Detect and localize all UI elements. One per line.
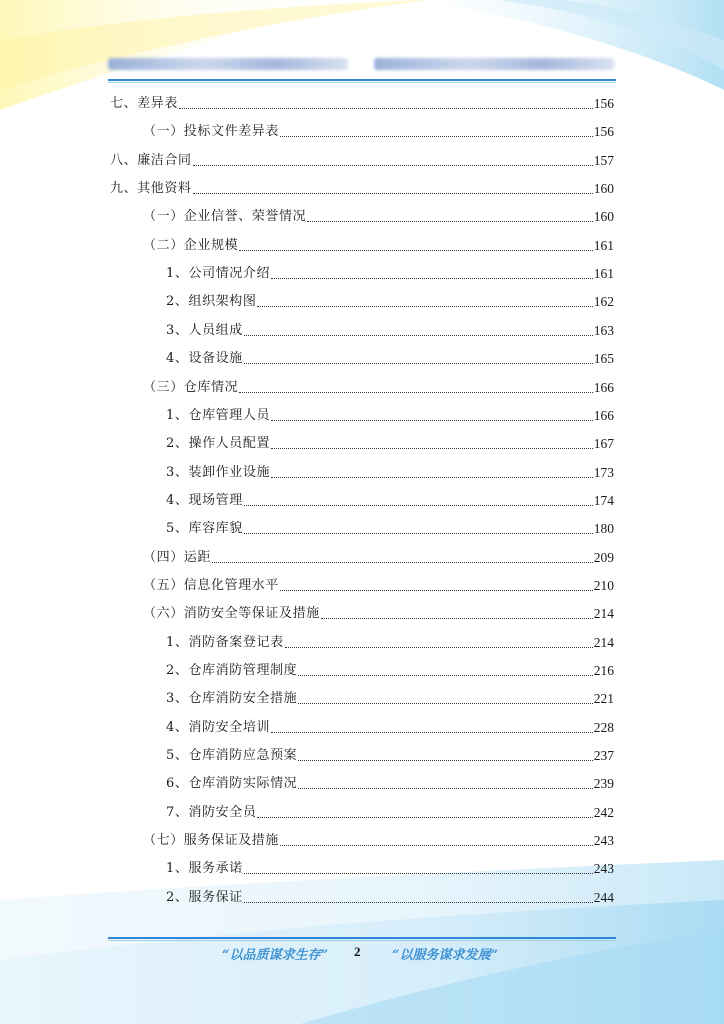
toc-entry-label: 2、仓库消防管理制度 [166,663,298,678]
toc-entry-label: （二）企业规模 [143,238,239,253]
toc-entry-label: （四）运距 [143,550,212,565]
footer-slogan-left: “以品质谋求生存” [222,948,328,963]
toc-leader-dots [244,532,593,534]
toc-entry-label: 七、差异表 [110,96,179,111]
toc-entry[interactable] [166,347,614,367]
toc-entry-label: 4、消防安全培训 [166,720,271,735]
toc-leader-dots [212,561,593,563]
toc-entry-page: 157 [593,153,614,168]
toc-entry-page: 242 [593,805,614,820]
toc-entry-page: 214 [593,635,614,650]
toc-leader-dots [280,844,593,846]
toc-entry-label: 八、廉洁合同 [110,153,192,168]
toc-entry[interactable] [166,489,614,509]
toc-entry[interactable] [166,517,614,537]
toc-entry-label: 4、设备设施 [166,351,243,366]
toc-entry-label: （一）投标文件差异表 [143,124,280,139]
toc-entry-label: 2、操作人员配置 [166,436,271,451]
toc-entry-page: 180 [593,521,614,536]
toc-entry-label: （三）仓库情况 [143,380,239,395]
toc-entry-page: 214 [593,606,614,621]
toc-entry-label: 1、消防备案登记表 [166,635,284,650]
toc-entry-page: 166 [593,408,614,423]
toc-entry[interactable] [166,857,614,877]
toc-leader-dots [239,391,593,393]
toc-entry-page: 165 [593,351,614,366]
toc-entry[interactable] [143,120,614,140]
toc-entry-page: 243 [593,833,614,848]
header-rule [108,79,616,81]
toc-entry[interactable] [166,404,614,424]
toc-leader-dots [280,135,593,137]
toc-entry-page: 160 [593,209,614,224]
toc-leader-dots [271,447,593,449]
footer-rule-thin [108,940,616,941]
toc-leader-dots [257,305,592,307]
toc-entry-label: （六）消防安全等保证及措施 [143,606,320,621]
toc-leader-dots [244,334,593,336]
toc-leader-dots [193,164,593,166]
toc-entry-page: 237 [593,748,614,763]
toc-entry-label: 九、其他资料 [110,181,192,196]
toc-entry-label: 6、仓库消防实际情况 [166,776,298,791]
toc-entry[interactable] [166,772,614,792]
toc-leader-dots [271,731,593,733]
toc-leader-dots [239,249,593,251]
toc-leader-dots [280,589,593,591]
toc-leader-dots [244,901,593,903]
toc-entry-page: 156 [593,96,614,111]
toc-entry[interactable] [143,574,614,594]
toc-leader-dots [244,362,593,364]
toc-leader-dots [244,504,593,506]
toc-entry[interactable] [143,376,614,396]
toc-entry-page: 209 [593,550,614,565]
toc-entry[interactable] [166,319,614,339]
toc-entry-page: 161 [593,266,614,281]
toc-leader-dots [298,759,592,761]
toc-leader-dots [271,476,593,478]
toc-entry[interactable] [166,744,614,764]
toc-leader-dots [193,192,593,194]
toc-entry[interactable] [166,801,614,821]
toc-leader-dots [298,787,592,789]
toc-entry[interactable] [143,546,614,566]
toc-entry-page: 160 [593,181,614,196]
toc-entry-page: 156 [593,124,614,139]
toc-leader-dots [298,674,592,676]
toc-entry-page: 161 [593,238,614,253]
toc-entry-label: 1、公司情况介绍 [166,266,271,281]
toc-entry[interactable] [166,290,614,310]
toc-entry-page: 166 [593,380,614,395]
toc-leader-dots [244,872,593,874]
footer-slogan-right: “以服务谋求发展” [392,948,498,963]
toc-entry-label: 3、仓库消防安全措施 [166,691,298,706]
header-blurred-text [108,56,616,72]
toc-entry-label: 2、组织架构图 [166,294,257,309]
toc-entry-label: 5、仓库消防应急预案 [166,748,298,763]
toc-entry[interactable] [166,886,614,906]
toc-entry-page: 162 [593,294,614,309]
toc-entry[interactable] [166,461,614,481]
toc-entry-page: 239 [593,776,614,791]
toc-entry[interactable] [143,829,614,849]
toc-entry[interactable] [166,716,614,736]
toc-entry-label: 5、库容库貌 [166,521,243,536]
page-footer [108,944,616,964]
toc-entry-page: 167 [593,436,614,451]
toc-entry[interactable] [110,177,614,197]
toc-entry-label: （七）服务保证及措施 [143,833,280,848]
toc-entry[interactable] [110,92,614,112]
toc-entry-label: 4、现场管理 [166,493,243,508]
toc-leader-dots [298,702,592,704]
toc-entry-page: 221 [593,691,614,706]
toc-entry-page: 163 [593,323,614,338]
toc-entry-page: 210 [593,578,614,593]
toc-entry-label: 2、服务保证 [166,890,243,905]
toc-leader-dots [271,277,593,279]
toc-entry-page: 243 [593,861,614,876]
toc-entry[interactable] [110,149,614,169]
toc-entry-label: （五）信息化管理水平 [143,578,280,593]
toc-entry-label: 1、仓库管理人员 [166,408,271,423]
toc-entry[interactable] [166,262,614,282]
toc-entry[interactable] [166,659,614,679]
toc-leader-dots [179,107,593,109]
toc-entry-label: 1、服务承诺 [166,861,243,876]
toc-leader-dots [257,816,592,818]
toc-entry[interactable] [166,432,614,452]
toc-entry-page: 174 [593,493,614,508]
toc-entry-page: 244 [593,890,614,905]
toc-leader-dots [307,220,593,222]
toc-entry-page: 228 [593,720,614,735]
toc-entry[interactable] [143,205,614,225]
toc-entry-label: 3、人员组成 [166,323,243,338]
page-number: 2 [354,944,361,959]
toc-leader-dots [271,419,593,421]
toc-entry[interactable] [143,602,614,622]
toc-entry-page: 216 [593,663,614,678]
toc-entry-label: 7、消防安全员 [166,805,257,820]
toc-leader-dots [321,617,593,619]
toc-leader-dots [285,646,593,648]
toc-entry-page: 173 [593,465,614,480]
toc-entry-label: 3、装卸作业设施 [166,465,271,480]
footer-rule [108,937,616,939]
toc-entry-label: （一）企业信誉、荣誉情况 [143,209,307,224]
toc-entry[interactable] [166,687,614,707]
toc-entry[interactable] [143,234,614,254]
header-rule-thin [108,82,616,83]
toc-entry[interactable] [166,631,614,651]
